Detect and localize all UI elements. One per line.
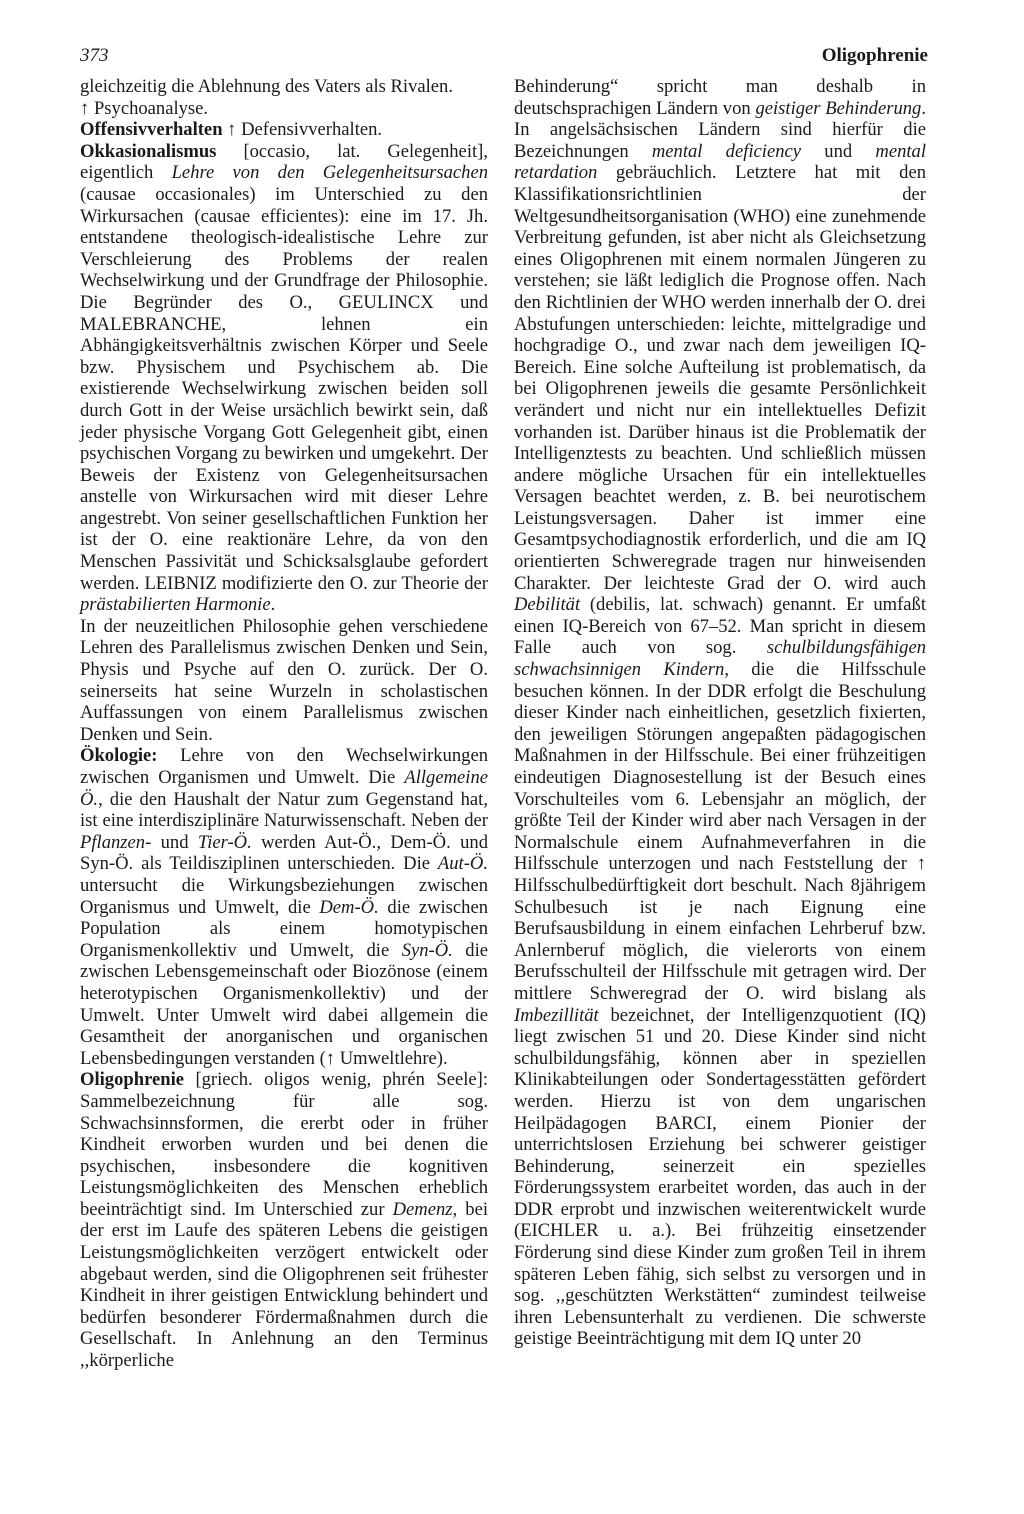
entry-text: . In angelsächsischen Ländern sind hierfür die Bezeichnungen — [514, 97, 927, 162]
entry-keyword: mental deficiency — [651, 140, 802, 162]
entry-keyword: geistiger Behinderung — [755, 97, 922, 119]
entry-text: , die die Hilfsschule besuchen können. In der DDR erfolgt die Beschulung dieser Kinder nach einheitlichen, gesetzlich fixierten, den jeweiligen Störungen angepaßten pädagogischen Maßnahmen in der Hilfsschule. Bei einer frühzeitigen eindeutigen Diagnosestellung ist der Besuch eines Vorschulteiles vom 6. Lebensjahr an möglich, der größte Teil der Kinder wird aber nach Versagen in der Normalschule einem Aufnahmeverfahren in die Hilfsschule unterzogen und nach Feststellung der ↑ Hilfsschulbedürftigkeit dort beschult. Nach 8jährigem Schulbesuch ist je nach Eignung eine Berufsausbildung in einem einfachen Lehrberuf bzw. Anlernberuf möglich, die vielerorts von einem Berufsschulteil der Hilfsschule mit getragen wird. Der mittlere Schweregrad der O. wird bislang als — [514, 659, 927, 1004]
entry-text: (debilis, lat. schwach) genannt. Er umfaßt einen IQ-Bereich von 67–52. Man spricht in diesem Falle auch von sog. — [514, 594, 926, 659]
entry-text: ↑ Defensivverhalten. — [222, 119, 383, 141]
cross-reference-psychoanalyse: ↑ Psychoanalyse. — [80, 97, 209, 119]
entry-term: Offensivverhalten — [80, 119, 223, 141]
entry-keyword: Tier-Ö. — [197, 831, 252, 853]
entry-keyword: schulbildungsfähigen schwachsinnigen Kindern — [514, 637, 926, 681]
entry-text: , die den Haushalt der Natur zum Gegenstand hat, ist eine interdisziplinäre Naturwissenschaft. Neben der — [80, 788, 488, 832]
paragraph-neuzeit: In der neuzeitlichen Philosophie gehen verschiedene Lehren des Parallelismus zwischen Denken und Sein, Physis und Psyche auf den O. zurück. Der O. seinerseits hat seine Wurzeln in scholastischen Auffassungen von einem Parallelismus zwischen Denken und Sein. — [80, 615, 488, 745]
entry-text: [occasio, lat. Gelegenheit], eigentlich — [80, 140, 488, 184]
entry-term: Okkasionalismus — [80, 140, 217, 162]
entry-keyword: prästabilierten Harmonie — [80, 594, 271, 616]
entry-keyword: Debilität — [514, 594, 581, 616]
entry-keyword: Imbezillität — [514, 1004, 599, 1026]
entry-keyword: Demenz — [392, 1198, 453, 1220]
page-number: 373 — [80, 45, 109, 66]
entry-keyword: Pflanzen- — [80, 831, 152, 853]
entry-keyword: Dem-Ö. — [319, 896, 379, 918]
right-column — [514, 76, 926, 1350]
entry-text: die zwischen Lebensgemeinschaft oder Biozönose (einem heterotypischen Organismenkollektiv) und der Umwelt. Unter Umwelt wird dabei allgemein die Gesamtheit der anorganischen und organischen Lebensbedingungen verstanden (↑ Umweltlehre). — [80, 939, 488, 1069]
entry-text: [griech. oligos wenig, phrén Seele]: Sammelbezeichnung für alle sog. Schwachsinnsformen, die ererbt oder in früher Kindheit erworben wurden und bei denen die psychischen, insbesondere die kognitiven Leistungsmöglichkeiten des Menschen erheblich beeinträchtigt sind. Im Unterschied zur — [80, 1069, 488, 1220]
entry-text: werden Aut-Ö., Dem-Ö. und Syn-Ö. als Teildisziplinen unterschieden. Die — [80, 831, 488, 875]
entry-oligophrenie — [80, 1069, 488, 1371]
entry-keyword: Allgemeine Ö. — [80, 767, 488, 810]
entry-text: , bei der erst im Laufe des späteren Lebens die geistigen Leistungsmöglichkeiten verzögert entwickelt oder abgebaut werden, sind die Oligophrenen seit frühester Kindheit in ihrer geistigen Entwicklung behindert und bedürfen besonderer Fördermaßnahmen durch die Gesellschaft. In Anlehnung an den Terminus ,,körperliche — [80, 1198, 488, 1372]
left-column — [80, 76, 488, 1372]
entry-text: bezeichnet, der Intelligenzquotient (IQ) liegt zwischen 51 und 20. Diese Kinder sind nicht schulbildungsfähig, können aber in speziellen Klinikabteilungen oder Sondertagesstätten gefördert werden. Hierzu ist von dem ungarischen Heilpädagogen BARCI, einem Pionier der unterrichtslosen Erziehung bei schwerer geistiger Behinderung, seinerzeit ein spezielles Förderungssystem erarbeitet worden, das auch in der DDR erprobt und inzwischen weiterentwickelt wurde (EICHLER u. a.). Bei frühzeitig einsetzender Förderung sind diese Kinder zum großen Teil in ihrem späteren Leben fähig, sich selbst zu versorgen und in sog. ,,geschützten Werkstätten“ zumindest teilweise ihren Lebensunterhalt zu verdienen. Die schwerste geistige Beeinträchtigung mit dem IQ unter 20 — [514, 1004, 926, 1350]
entry-okkasionalismus — [80, 141, 488, 616]
entry-text: (causae occasionales) im Unterschied zu den Wirkursachen (causae efficientes): eine im 17. Jh. entstandene theologisch-idealistische Lehre zur Verschleierung des Problems der realen Wechselwirkung und der Grundfrage der Philosophie. Die Begründer des O., GEULINCX und MALEBRANCHE, lehnen ein Abhängigkeitsverhältnis zwischen Körper und Seele bzw. Physischem und Psychischem ab. Die existierende Wechselwirkung zwischen beiden soll durch Gott in der Weise ursächlich bewirkt sein, daß jeder physische Vorgang Gott Gelegenheit gibt, einen psychischen Vorgang zu bewirken und umgekehrt. Der Beweis der Existenz von Gelegenheitsursachen anstelle von Wirkursachen wird mit dieser Lehre angestrebt. Von seiner gesellschaftlichen Funktion her ist der O. eine reaktionäre Lehre, da von den Menschen Passivität und Schicksalsglaube gefordert werden. LEIBNIZ modifizierte den O. zur Theorie der — [80, 183, 488, 594]
entry-text: Behinderung“ spricht man deshalb in deutschsprachigen Ländern von — [514, 76, 926, 119]
entry-text: . — [270, 594, 276, 616]
entry-offensivverhalten — [80, 119, 488, 141]
entry-text: gebräuchlich. Letztere hat mit den Klassifikationsrichtlinien der Weltgesundheitsorganisation (WHO) eine zunehmende Verbreitung gefunden, ist aber nicht als Gleichsetzung eines Oligophrenen mit einem normalen Jüngeren zu verstehen; sie läßt lediglich die Prognose offen. Nach den Richtlinien der WHO werden innerhalb der O. drei Abstufungen unterschieden: leichte, mittelgradige und hochgradige O., und zwar nach dem jeweiligen IQ-Bereich. Eine solche Aufteilung ist problematisch, da bei Oligophrenen jeweils die gesamte Persönlichkeit verändert und nicht nur ein intellektuelles Defizit vorhanden ist. Darüber hinaus ist die Problematik der Intelligenztests zu beachten. Und schließlich müssen andere mögliche Ursachen für ein intellektuelles Versagen beachtet werden, z. B. bei neurotischem Leistungsversagen. Daher ist immer eine Gesamtpsychodiagnostik erforderlich, und die am IQ orientierten Schweregrade tragen nur hinweisenden Charakter. Der leichteste Grad der O. wird auch — [514, 162, 926, 594]
entry-keyword: mental retardation — [514, 140, 926, 184]
paragraph-rivalen: gleichzeitig die Ablehnung des Vaters als Rivalen. — [80, 76, 453, 97]
entry-term: Ökologie: — [80, 745, 158, 767]
entry-keyword: Aut-Ö. — [437, 853, 488, 875]
entry-term: Oligophrenie — [80, 1069, 184, 1091]
entry-oekologie — [80, 745, 488, 1069]
entry-text: und — [801, 140, 876, 162]
entry-keyword: Syn-Ö. — [401, 939, 453, 961]
entry-text: die zwischen Population als einem homotypischen Organismenkollektiv und Umwelt, die — [80, 896, 489, 961]
running-head: Oligophrenie — [821, 45, 928, 66]
entry-text: untersucht die Wirkungsbeziehungen zwischen Organismus und Umwelt, die — [80, 874, 488, 918]
entry-text: Lehre von den Wechselwirkungen zwischen Organismen und Umwelt. Die — [80, 745, 488, 788]
entry-keyword: Lehre von den Gelegenheitsursachen — [171, 162, 489, 184]
entry-oligophrenie-continued — [514, 76, 926, 1350]
entry-text: und — [151, 831, 198, 853]
